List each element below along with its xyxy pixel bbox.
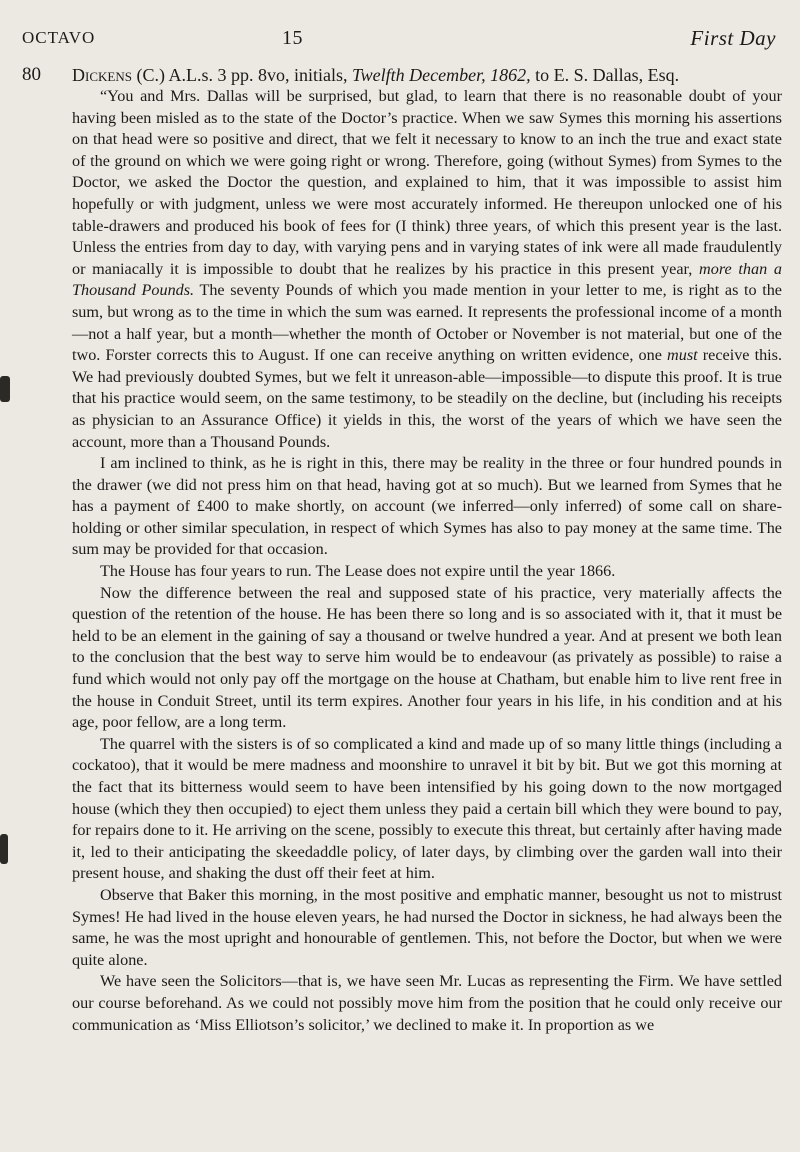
italic-emphasis: must <box>667 346 698 365</box>
paragraph: The House has four years to run. The Lease does not expire until the year 1866. <box>100 562 616 581</box>
running-head-left: OCTAVO <box>22 28 96 47</box>
letter-text <box>72 86 782 1036</box>
paragraph-text: receive this. We had previously doubted Symes, but we felt it unreason-able—impossible—to dispute this proof. It is true that his practice would seem, on the same testimony, to be steadily on the decline, but (including his receipts as physician to an Assurance Office) it yields in this, the worst of the years of which we have seen the account, more than a Thousand Pounds. <box>72 346 783 451</box>
letter-date: Twelfth December, 1862, <box>351 65 531 85</box>
paragraph-text: The seventy Pounds of which you made mention in your letter to me, is right as to the sum, but wrong as to the time in which the sum was earned. It represents the professional income of a month—not a half year, but a month—whether the month of October or November is not material, but one of the two. Forster corrects this to August. If one can receive anything on written evidence, one <box>72 281 782 365</box>
margin-ink-mark <box>0 834 8 864</box>
entry-heading <box>22 64 782 86</box>
page-number: 15 <box>282 27 303 49</box>
catalogue-entry <box>22 64 782 1036</box>
paragraph <box>72 86 782 453</box>
paragraph: The quarrel with the sisters is of so complicated a kind and made up of so many little things (including a cockatoo), that it would be mere madness and moonshire to unravel it bit by bit. But we got this morning at the fact that its bitterness would seem to have been intensified by his going down to the now mortgaged house (which they then occupied) to eject them unless they paid a certain bill which they were bound to pay, for repairs done to it. He arriving on the scene, possibly to execute this threat, but certainly after having made it, led to their anticipating the skeedaddle policy, of later days, by climbing over the garden wall into their present house, and shaking the dust off their feet at him. <box>72 734 782 883</box>
running-head <box>22 28 776 54</box>
paragraph: We have seen the Solicitors—that is, we have seen Mr. Lucas as representing the Firm. We have settled our course beforehand. As we could not possibly move him from the position that he could only receive our communication as ‘Miss Elliotson’s solicitor,’ we declined to make it. In proportion as we <box>72 972 782 1034</box>
paragraph: Observe that Baker this morning, in the most positive and emphatic manner, besought us not to mistrust Symes! He had lived in the house eleven years, he had nursed the Doctor in sickness, he had always been the same, he was the most upright and honourable of gentlemen. This, not before the Doctor, but when we were quite alone. <box>72 885 782 969</box>
italic-emphasis: more than a Thousand Pounds. <box>72 259 782 300</box>
paragraph: Now the difference between the real and supposed state of his practice, very materially affects the question of the retention of the house. He has been there so long and is so associated with it, that it must be held to be an element in the gaining of say a thousand or twelve hundred a year. And at present we both lean to the conclusion that the best way to serve him would be to endeavour (as privately as possible) to raise a fund which would not only pay off the mortgage on the house at Chatham, but enable him to live rent free in the house in Conduit Street, until its term expires. Another four years in his life, in his condition and at his age, poor fellow, are a long term. <box>72 583 782 732</box>
running-head-right: First Day <box>690 26 776 50</box>
author-name: Dickens <box>72 65 132 85</box>
paragraph-text: “You and Mrs. Dallas will be surprised, but glad, to learn that there is no reasonable doubt of your having been misled as to the state of the Doctor’s practice. When we saw Symes this morning his assertions on that head were so positive and direct, that we felt it necessary to know to an inch the true and exact state of the ground on which we were going right or wrong. Therefore, going (without Symes) from Symes to the Doctor, we asked the Doctor the question, and explained to him, that it was impossible to assist him hopefully or with judgment, unless we were most accurately informed. He thereupon unlocked one of his table-drawers and produced his book of fees for (I think) three years, of which this present year is the last. Unless the entries from day to day, with varying pens and in varying states of ink were all made fraudulently or maniacally it is impossible to doubt that he realizes by his practice in this present year, <box>72 87 782 278</box>
item-description: (C.) A.L.s. 3 pp. 8vo, initials, <box>136 65 348 85</box>
recipient: to E. S. Dallas, Esq. <box>535 65 680 85</box>
entry-number: 80 <box>22 64 41 85</box>
entry-description <box>72 64 782 86</box>
paragraph: I am inclined to think, as he is right in this, there may be reality in the three or four hundred pounds in the drawer (we did not press him on that head, having got at so much). But we learned from Symes that he has a payment of £400 to make shortly, on account (we inferred—only inferred) of some call on share-holding or other similar speculation, in respect of which Symes has also to pay money at the same time. The sum may be provided for that occasion. <box>72 454 782 559</box>
margin-ink-mark <box>0 376 10 402</box>
